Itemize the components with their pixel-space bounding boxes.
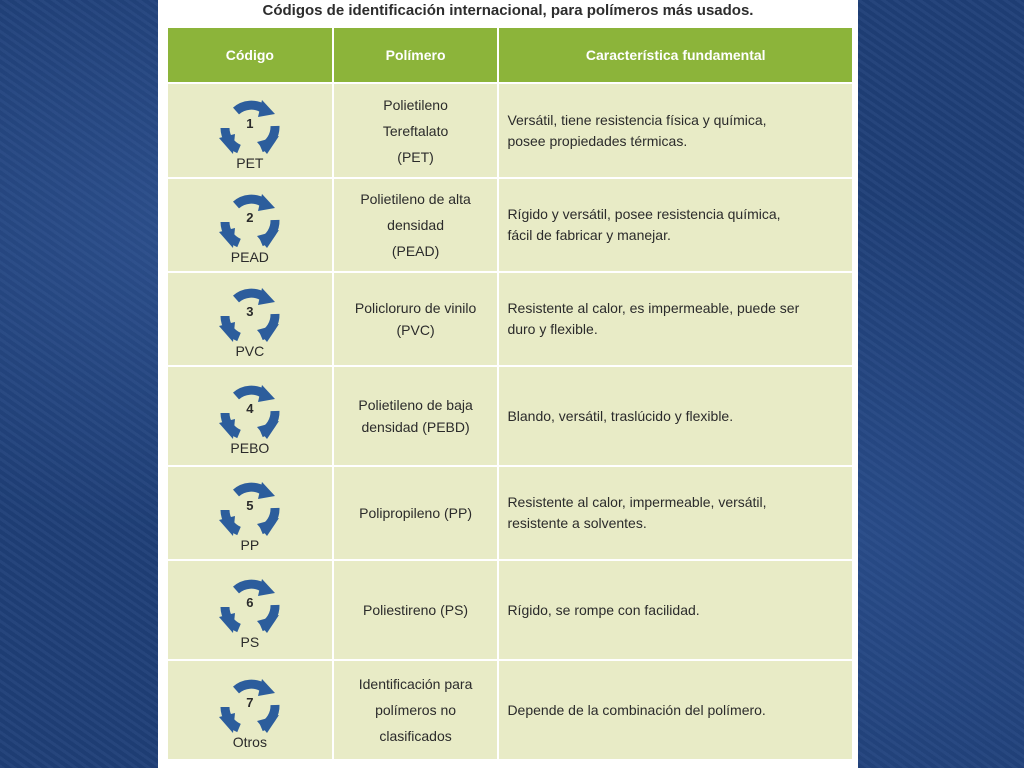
recycle-symbol [215,377,285,443]
polymer-cell [333,560,499,660]
table-row [167,366,853,466]
characteristic-cell [498,366,853,466]
characteristic-cell [498,660,853,760]
characteristic-cell [498,83,853,178]
characteristic-cell [498,178,853,272]
polymer-name-line: (PET) [397,148,434,165]
polymer-name-line: Polietileno [383,96,448,113]
polymer-name-line: Polipropileno (PP) [359,505,472,521]
polymer-name-line: (PVC) [396,322,435,338]
recycle-symbol [215,186,285,252]
polymer-codes-table [166,26,854,761]
polymer-name-line: polímeros no [375,702,457,718]
header-characteristic: Característica fundamental [498,27,853,83]
table-body [167,83,853,760]
code-cell [167,466,333,560]
resin-code-number: 5 [246,498,254,513]
characteristic-cell [498,560,853,660]
characteristic-cell [498,272,853,366]
resin-code-abbreviation: PP [240,537,260,553]
resin-code-number: 3 [246,304,254,319]
characteristic-line: resistente a solventes. [507,515,647,531]
page-title: Códigos de identificación internacional, para polímeros más usados. [262,2,754,19]
characteristic-line: Resistente al calor, impermeable, versátil, [507,494,767,510]
polymer-name-line: densidad [387,217,444,233]
polymer-cell [333,83,499,178]
table-row [167,560,853,660]
polymer-name-line: densidad (PEBD) [361,419,470,435]
resin-code-abbreviation: PEBO [230,440,270,456]
characteristic-line: Depende de la combinación del polímero. [507,701,766,718]
characteristic-line: duro y flexible. [507,321,598,337]
resin-code-abbreviation: PVC [235,343,265,359]
resin-code-abbreviation: PEAD [230,249,269,265]
resin-code-abbreviation: PS [240,634,260,650]
table-row [167,466,853,560]
polymer-name-line: Polietileno de baja [358,397,473,413]
polymer-name-line: Policloruro de vinilo [354,300,477,316]
resin-code-number: 2 [246,210,254,225]
table-row [167,272,853,366]
resin-code-number: 4 [246,401,254,416]
code-cell [167,83,333,178]
characteristic-line: posee propiedades térmicas. [507,132,688,149]
polymer-name-line: (PEAD) [391,243,440,259]
table-header-row [167,27,853,83]
polymer-name-line: clasificados [379,728,452,744]
characteristic-line: Resistente al calor, es impermeable, puede ser [507,300,800,316]
polymer-cell [333,178,499,272]
polymer-name-line: Identificación para [358,676,473,692]
resin-code-number: 7 [246,695,254,710]
table-row [167,83,853,178]
header-code: Código [167,27,333,83]
polymer-cell [333,272,499,366]
code-cell [167,272,333,366]
characteristic-line: Blando, versátil, traslúcido y flexible. [507,407,734,424]
resin-code-abbreviation: PET [236,154,264,171]
polymer-name-line: Tereftalato [382,122,449,139]
resin-code-number: 6 [246,595,254,610]
resin-code-abbreviation: Otros [232,734,267,750]
code-cell [167,178,333,272]
recycle-symbol [215,280,285,346]
characteristic-line: Rígido y versátil, posee resistencia química, [507,206,781,222]
code-cell [167,660,333,760]
header-polymer: Polímero [333,27,499,83]
polymer-cell [333,660,499,760]
document-page [158,0,858,768]
table-row [167,178,853,272]
polymer-name-line: Poliestireno (PS) [363,602,469,618]
polymer-name-line: Polietileno de alta [360,191,471,207]
recycle-symbol [215,571,285,637]
characteristic-line: Versátil, tiene resistencia física y química, [507,111,767,128]
characteristic-line: fácil de fabricar y manejar. [507,227,671,243]
characteristic-line: Rígido, se rompe con facilidad. [507,601,700,618]
recycle-symbol [215,92,285,158]
recycle-symbol [215,474,285,540]
table-row [167,660,853,760]
polymer-cell [333,466,499,560]
characteristic-cell [498,466,853,560]
code-cell [167,366,333,466]
resin-code-number: 1 [246,115,254,131]
recycle-symbol [215,671,285,737]
code-cell [167,560,333,660]
polymer-cell [333,366,499,466]
